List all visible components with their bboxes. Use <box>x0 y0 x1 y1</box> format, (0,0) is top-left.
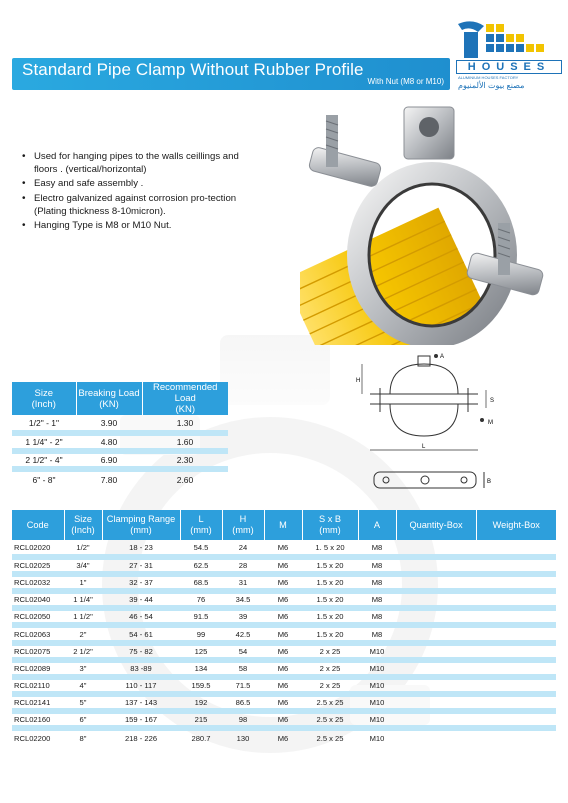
logo-emblem-icon <box>454 18 564 60</box>
table-cell: 5" <box>64 694 102 711</box>
table-cell <box>476 591 556 608</box>
table-cell: 1.5 x 20 <box>302 608 358 625</box>
header-size: Size (Inch) <box>12 382 76 415</box>
table-cell: 39 <box>222 608 264 625</box>
table-cell: 42.5 <box>222 625 264 642</box>
table-row <box>12 557 556 574</box>
table-cell: M6 <box>264 694 302 711</box>
table-cell: 71.5 <box>222 677 264 694</box>
feature-item: • Easy and safe assembly . <box>22 177 250 190</box>
table-cell <box>396 608 476 625</box>
table-cell <box>396 694 476 711</box>
table-cell: 98 <box>222 711 264 728</box>
table-cell: RCL02075 <box>12 643 64 660</box>
table-cell: 2.5 x 25 <box>302 728 358 745</box>
header-breaking-load: Breaking Load (KN) <box>76 382 142 415</box>
table-cell: RCL02020 <box>14 542 51 552</box>
table-cell: 137 - 143 <box>102 694 180 711</box>
table-row <box>12 591 556 608</box>
table-cell: M6 <box>264 591 302 608</box>
header-l: L (mm) <box>180 510 222 540</box>
table-row: 1/2" - 1" 3.90 1.30 <box>28 417 194 428</box>
table-cell <box>396 677 476 694</box>
table-cell: 134 <box>180 660 222 677</box>
table-cell: RCL02050 <box>12 608 64 625</box>
table-cell <box>476 677 556 694</box>
table-cell: 110 - 117 <box>102 677 180 694</box>
drawing-label-a: A <box>440 354 445 360</box>
table-cell: 2 x 25 <box>302 643 358 660</box>
table-cell: 3" <box>64 660 102 677</box>
table-row <box>12 625 556 642</box>
table-cell: M6 <box>264 574 302 591</box>
table-cell <box>476 711 556 728</box>
table-cell: 8" <box>64 728 102 745</box>
table-cell: 54.5 <box>193 542 209 552</box>
table-cell: 215 <box>180 711 222 728</box>
table-cell: M10 <box>358 728 396 745</box>
table-cell: 32 - 37 <box>102 574 180 591</box>
feature-item: • Hanging Type is M8 or M10 Nut. <box>22 219 250 232</box>
header-recommended-load: Recommended Load (KN) <box>142 382 228 415</box>
table-cell: 28 <box>222 557 264 574</box>
table-cell: M10 <box>358 711 396 728</box>
table-cell: M6 <box>264 728 302 745</box>
table-row <box>12 660 556 677</box>
table-cell: RCL02040 <box>12 591 64 608</box>
header-code: Code <box>12 510 64 540</box>
table-cell <box>476 728 556 745</box>
table-cell: 18 - 23 <box>129 542 153 552</box>
table-cell: 27 - 31 <box>102 557 180 574</box>
table-cell: M8 <box>358 574 396 591</box>
table-row: 1 1/4" - 2" 4.80 1.60 <box>12 433 228 451</box>
table-cell: 83 -89 <box>102 660 180 677</box>
table-cell: M8 <box>358 591 396 608</box>
table-cell: 2.5 x 25 <box>302 711 358 728</box>
table-cell <box>396 711 476 728</box>
table-cell: 58 <box>222 660 264 677</box>
table-cell: RCL02063 <box>12 625 64 642</box>
table-cell: 54 - 61 <box>102 625 180 642</box>
drawing-label-b: B <box>487 479 492 485</box>
table-cell: M6 <box>264 677 302 694</box>
table-cell: 86.5 <box>222 694 264 711</box>
table-cell: M6 <box>264 608 302 625</box>
table-cell: 159 - 167 <box>102 711 180 728</box>
feature-list <box>22 150 250 233</box>
feature-item: • Electro galvanized against corrosion pro-tection (Plating thickness 8-10micron). <box>22 192 250 218</box>
table-cell: 192 <box>180 694 222 711</box>
table-cell: RCL02025 <box>12 557 64 574</box>
table-cell: 1" <box>64 574 102 591</box>
table-cell: 2 x 25 <box>302 660 358 677</box>
technical-drawing-flange <box>366 466 496 496</box>
table-cell: 130 <box>222 728 264 745</box>
table-cell: M8 <box>358 557 396 574</box>
table-cell: M8 <box>358 608 396 625</box>
table-cell: 1 1/4" <box>64 591 102 608</box>
table-cell: M10 <box>358 694 396 711</box>
page-subtitle: With Nut (M8 or M10) <box>367 77 444 86</box>
table-cell: M6 <box>264 660 302 677</box>
table-row: 2 1/2" - 4" 6.90 2.30 <box>12 451 228 469</box>
table-row <box>12 608 556 625</box>
table-cell: 62.5 <box>180 557 222 574</box>
table-cell: M10 <box>358 677 396 694</box>
table-row: 6" - 8" 7.80 2.60 <box>12 469 228 487</box>
table-cell <box>476 643 556 660</box>
logo-wordmark: HOUSES <box>456 60 562 74</box>
page-title: Standard Pipe Clamp Without Rubber Profile <box>22 60 364 79</box>
table-cell: RCL02089 <box>12 660 64 677</box>
table-cell: 1.5 x 20 <box>302 625 358 642</box>
logo-tagline: ALUMINIUM HOUSES FACTORY <box>458 75 519 80</box>
table-row <box>12 728 556 745</box>
table-cell <box>476 574 556 591</box>
product-image <box>300 105 562 345</box>
table-cell: 2.5 x 25 <box>302 694 358 711</box>
header-clamping-range: Clamping Range (mm) <box>102 510 180 540</box>
header-a: A <box>358 510 396 540</box>
table-cell <box>476 660 556 677</box>
table-cell: RCL02032 <box>12 574 64 591</box>
feature-item: • Used for hanging pipes to the walls ceillings and floors . (vertical/horizontal) <box>22 150 250 176</box>
table-cell: M6 <box>264 557 302 574</box>
table-cell <box>396 643 476 660</box>
table-row <box>12 694 556 711</box>
table-cell: 46 - 54 <box>102 608 180 625</box>
table-cell: 2 1/2" <box>64 643 102 660</box>
load-table <box>12 382 228 487</box>
table-cell: 54 <box>222 643 264 660</box>
table-cell: 76 <box>180 591 222 608</box>
technical-drawing <box>352 350 512 458</box>
table-cell: RCL02110 <box>12 677 64 694</box>
title-banner <box>12 58 450 90</box>
table-cell: 280.7 <box>180 728 222 745</box>
table-cell <box>476 608 556 625</box>
header-size: Size (Inch) <box>64 510 102 540</box>
spec-table <box>12 510 556 745</box>
header-weight-box: Weight-Box <box>476 510 556 540</box>
table-row <box>12 574 556 591</box>
table-cell: 2 x 25 <box>302 677 358 694</box>
table-cell: RCL02200 <box>12 728 64 745</box>
table-cell <box>476 557 556 574</box>
table-cell: 24 <box>238 542 248 552</box>
table-cell: M6 <box>264 711 302 728</box>
header-h: H (mm) <box>222 510 264 540</box>
table-cell: M6 <box>264 643 302 660</box>
table-row <box>12 540 556 557</box>
table-cell <box>476 540 556 557</box>
table-cell: 34.5 <box>222 591 264 608</box>
table-cell: 68.5 <box>180 574 222 591</box>
table-cell: 6" <box>64 711 102 728</box>
drawing-label-s: S <box>490 398 495 404</box>
table-cell <box>396 591 476 608</box>
table-cell: M10 <box>358 660 396 677</box>
table-cell: 1/2" <box>76 542 90 552</box>
table-cell: 1.5 x 20 <box>302 574 358 591</box>
table-cell: 218 - 226 <box>102 728 180 745</box>
table-row <box>12 677 556 694</box>
table-cell <box>396 540 476 557</box>
header-quantity-box: Quantity-Box <box>396 510 476 540</box>
table-cell <box>476 694 556 711</box>
logo-arabic-text: مصنع بيوت الألمنيوم <box>458 81 525 90</box>
table-cell <box>396 557 476 574</box>
header-m: M <box>264 510 302 540</box>
spec-table-header <box>12 510 556 540</box>
table-cell: 99 <box>180 625 222 642</box>
table-cell: 3/4" <box>64 557 102 574</box>
table-cell: M8 <box>358 625 396 642</box>
table-cell: 125 <box>180 643 222 660</box>
table-row <box>12 711 556 728</box>
drawing-label-l: L <box>422 444 426 450</box>
table-cell: RCL02141 <box>12 694 64 711</box>
drawing-label-m: M <box>488 420 493 426</box>
table-cell: 91.5 <box>180 608 222 625</box>
table-cell: 4" <box>64 677 102 694</box>
table-cell: 1. 5 x 20 <box>315 542 345 552</box>
table-cell: M6 <box>264 625 302 642</box>
table-cell: 1.5 x 20 <box>302 557 358 574</box>
header-s-x-b: S x B (mm) <box>302 510 358 540</box>
table-cell: M8 <box>371 542 383 552</box>
table-row <box>12 643 556 660</box>
table-cell: 1 1/2" <box>64 608 102 625</box>
table-cell <box>476 625 556 642</box>
drawing-label-h: H <box>356 378 361 384</box>
table-cell <box>396 574 476 591</box>
load-table-header <box>12 382 228 415</box>
company-logo <box>454 18 564 96</box>
table-cell: 75 - 82 <box>102 643 180 660</box>
table-cell: 159.5 <box>180 677 222 694</box>
table-cell: M6 <box>277 542 289 552</box>
table-cell: M10 <box>358 643 396 660</box>
table-cell <box>396 660 476 677</box>
table-cell: 39 - 44 <box>102 591 180 608</box>
table-cell: 2" <box>64 625 102 642</box>
table-cell: 1.5 x 20 <box>302 591 358 608</box>
table-cell <box>396 625 476 642</box>
table-cell: RCL02160 <box>12 711 64 728</box>
table-cell <box>396 728 476 745</box>
table-cell: 31 <box>222 574 264 591</box>
